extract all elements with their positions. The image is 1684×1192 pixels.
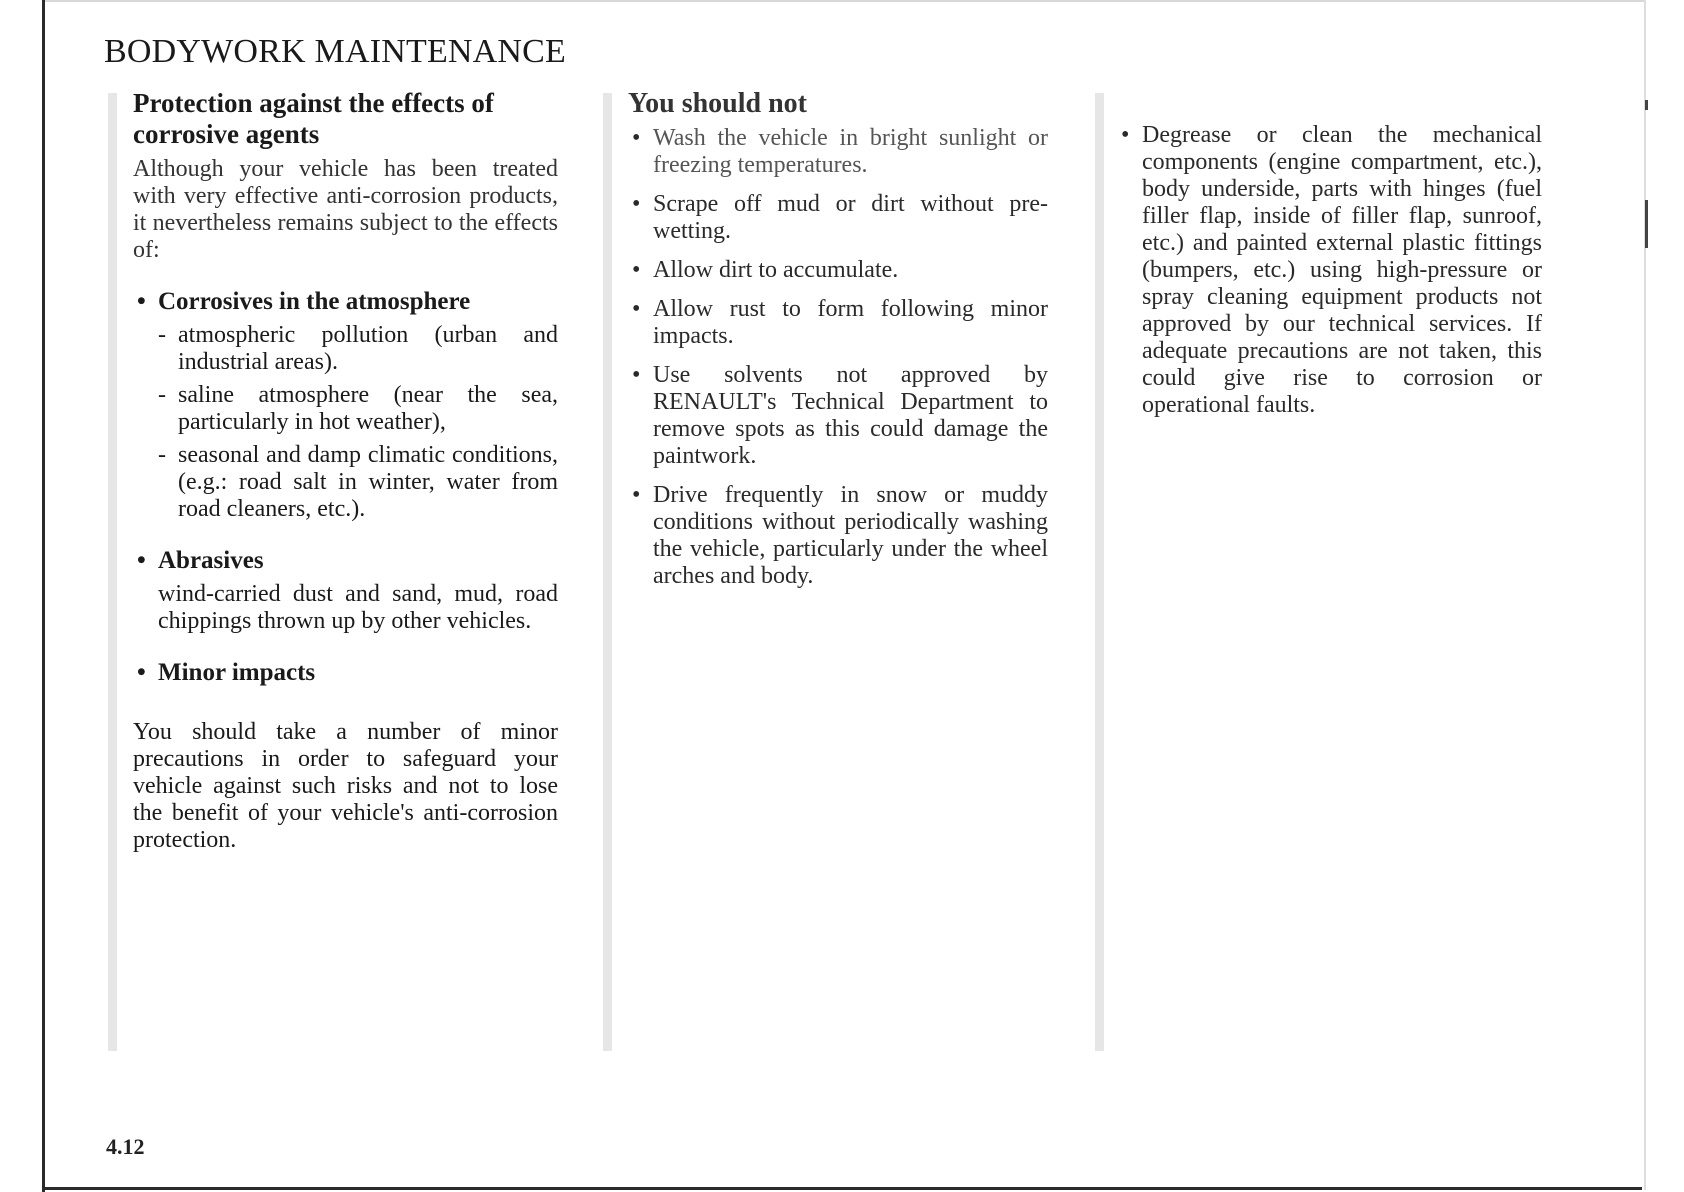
list-item-text: Wash the vehicle in bright sunlight or freezing temperatures. — [653, 125, 1048, 178]
scan-edge-mark — [1645, 100, 1648, 110]
bullet-icon: • — [137, 547, 146, 574]
closing-paragraph: You should take a number of minor precautions in order to safeguard your vehicle against such risks and not to lose the benefit of your vehicle's anti-corrosion protection. — [133, 719, 558, 853]
bullet-title — [133, 547, 558, 575]
list-item — [133, 382, 558, 436]
left-column — [133, 88, 558, 854]
middle-column — [628, 88, 1048, 602]
bullet-title — [133, 659, 558, 687]
list-item-text: Degrease or clean the mechanical components (engine compartment, etc.), body underside, parts with hinges (fuel filler flap, inside of filler flap, sunroof, etc.) and painted external plastic fittings (bumpers, etc.) using high-pressure or spray cleaning equipment products not approved by our technical services. If adequate precautions are not taken, this could give rise to corrosion or operational faults. — [1142, 122, 1542, 418]
bullet-title-text: Abrasives — [158, 547, 264, 574]
bullet-title — [133, 288, 558, 316]
list-item — [628, 125, 1048, 179]
list-item-text: Use solvents not approved by RENAULT's Technical Department to remove spots as this could damage the paintwork. — [653, 362, 1048, 469]
list-item — [133, 322, 558, 376]
list-item — [133, 442, 558, 523]
right-column — [1117, 122, 1542, 431]
list-item-text: atmospheric pollution (urban and industrial areas). — [178, 322, 558, 375]
bullet-section — [133, 547, 558, 635]
column-divider-bar — [603, 93, 612, 1051]
dash-icon: - — [158, 442, 166, 468]
bullet-section — [133, 659, 558, 687]
bullet-icon: • — [1121, 122, 1130, 148]
page-frame-left — [42, 0, 45, 1192]
page-frame-right — [1644, 0, 1646, 1190]
list-item-text: Drive frequently in snow or muddy conditions without periodically washing the vehicle, particularly under the wheel arches and body. — [653, 482, 1048, 589]
list-item-text: Allow rust to form following minor impacts. — [653, 296, 1048, 349]
list-item-text: seasonal and damp climatic conditions, (e.g.: road salt in winter, water from road cleaners, etc.). — [178, 442, 558, 522]
list-item — [628, 191, 1048, 245]
list-item-text: Scrape off mud or dirt without pre-wetting. — [653, 191, 1048, 244]
section-text: wind-carried dust and sand, mud, road chippings thrown up by other vehicles. — [158, 581, 558, 634]
bullet-section — [133, 288, 558, 523]
section-heading: You should not — [628, 88, 807, 119]
list-item — [628, 296, 1048, 350]
section-heading: Protection against the effects of corrosive agents — [133, 88, 494, 149]
bullet-icon: • — [632, 191, 641, 217]
bullet-title-text: Corrosives in the atmosphere — [158, 288, 471, 315]
list-item-text: Allow dirt to accumulate. — [653, 257, 899, 283]
bullet-icon: • — [137, 288, 146, 315]
column-divider-bar — [108, 93, 117, 1051]
list-item — [1117, 122, 1542, 419]
dash-icon: - — [158, 382, 166, 408]
list-item — [628, 482, 1048, 590]
page-frame-top — [45, 0, 1645, 2]
bullet-icon: • — [632, 257, 641, 283]
bullet-icon: • — [632, 296, 641, 322]
column-divider-bar — [1095, 93, 1104, 1051]
page-number: 4.12 — [106, 1134, 145, 1159]
list-item — [628, 362, 1048, 470]
list-item — [628, 257, 1048, 284]
do-not-list-continued — [1117, 122, 1542, 419]
do-not-list — [628, 125, 1048, 590]
bullet-icon: • — [632, 362, 641, 388]
list-item-text: saline atmosphere (near the sea, particularly in hot weather), — [178, 382, 558, 435]
scan-edge-mark — [1645, 200, 1648, 248]
page-title: BODYWORK MAINTENANCE — [104, 33, 567, 70]
bullet-icon: • — [632, 125, 641, 151]
intro-paragraph: Although your vehicle has been treated with very effective anti-corrosion products, it nevertheless remains subject to the effects of: — [133, 156, 558, 263]
bullet-icon: • — [137, 659, 146, 686]
bullet-icon: • — [632, 482, 641, 508]
bullet-title-text: Minor impacts — [158, 659, 316, 686]
dash-icon: - — [158, 322, 166, 348]
